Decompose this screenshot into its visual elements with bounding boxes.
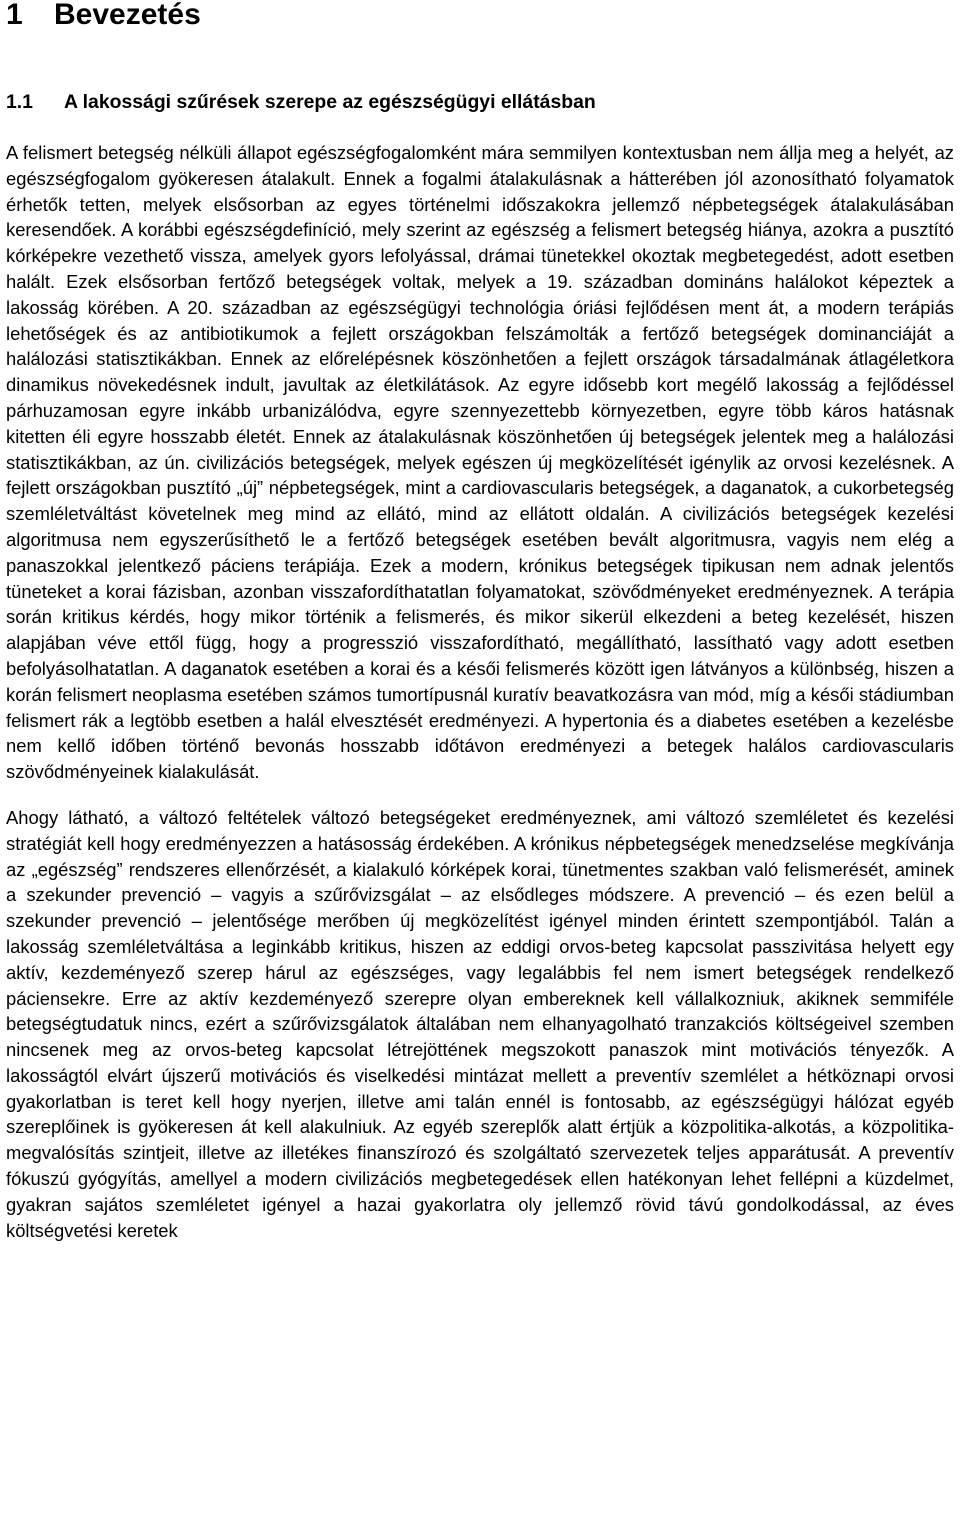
- chapter-heading: [6, 0, 954, 30]
- chapter-number: 1: [6, 0, 23, 31]
- body-paragraph-2: Ahogy látható, a változó feltételek változó betegségeket eredményeznek, ami változó szemléletet és kezelési stratégiát kell hogy eredményezzen a hatásosság érdekében. A krónikus népbetegségek menedzselése megkívánja az „egészség” rendszeres ellenőrzését, a kialakuló kórképek korai, tünetmentes szakban való felismerését, aminek a szekunder prevenció – vagyis a szűrővizsgálat – az elsődleges módszere. A prevenció – és ezen belül a szekunder prevenció – jelentősége merőben új megközelítést igényel minden érintett szempontjából. Talán a lakosság szemléletváltása a leginkább kritikus, hiszen az eddigi orvos-beteg kapcsolat passzivitása helyett egy aktív, kezdeményező szerep hárul az egészséges, vagy legalábbis fel nem ismert betegségek rendelkező páciensekre. Erre az aktív kezdeményező szerepre olyan embereknek kell vállalkozniuk, akiknek semmiféle betegségtudatuk nincs, ezért a szűrővizsgálatok általában nem elhanyagolható tranzakciós költségeivel szemben nincsenek meg az orvos-beteg kapcsolat létrejöttének megszokott panaszok mint motivációs tényezők. A lakosságtól elvárt újszerű motivációs és viselkedési mintázat mellett a preventív szemlélet a hétköznapi orvosi gyakorlatban is teret kell hogy nyerjen, illetve ami talán ennél is fontosabb, az egészségügyi hálózat egyéb szereplőinek is gyökeresen át kell alakulniuk. Az egyéb szereplők alatt értjük a közpolitika-alkotás, a közpolitika-megvalósítás szintjeit, illetve az illetékes finanszírozó és szolgáltató szervezetek teljes apparátusát. A preventív fókuszú gyógyítás, amellyel a modern civilizációs megbetegedések ellen hatékonyan lehet fellépni a küzdelmet, gyakran sajátos szemléletet igényel a hazai gyakorlatra oly jellemző rövid távú gondolkodással, az éves költségvetési keretek: [6, 806, 954, 1241]
- section-heading: [6, 90, 954, 114]
- chapter-title: Bevezetés: [54, 0, 201, 31]
- section-title: A lakossági szűrések szerepe az egészségügyi ellátásban: [64, 91, 596, 113]
- body-paragraph-1: A felismert betegség nélküli állapot egészségfogalomként mára semmilyen kontextusban nem állja meg a helyét, az egészségfogalom gyökeresen átalakult. Ennek a fogalmi átalakulásnak a hátterében jól azonosítható folyamatok érhetők tetten, melyek elsősorban az egyes történelmi időszakokra jellemző népbetegségek átalakulásában keresendőek. A korábbi egészségdefiníció, mely szerint az egészség a felismert betegség hiánya, azokra a pusztító kórképekre vezethető vissza, amelyek gyors lefolyással, drámai tünetekkel okoztak megbetegedést, adott esetben halált. Ezek elsősorban fertőző betegségek voltak, melyek a 19. században domináns halálokot képeztek a lakosság körében. A 20. században az egészségügyi technológia óriási fejlődésen ment át, a modern terápiás lehetőségek és az antibiotikumok a fejlett országokban felszámolták a fertőző betegségek dominanciáját a halálozási statisztikákban. Ennek az előrelépésnek köszönhetően a fejlett országok társadalmának átlagéletkora dinamikus növekedésnek indult, javultak az életkilátások. Az egyre idősebb kort megélő lakosság a fejlődéssel párhuzamosan egyre inkább urbanizálódva, egyre szennyezettebb környezetben, egyre több káros hatásnak kitetten éli egyre hosszabb életét. Ennek az átalakulásnak köszönhetően új betegségek jelentek meg a halálozási statisztikákban, az ún. civilizációs betegségek, melyek egészen új megközelítését igénylik az orvosi kezelésnek. A fejlett országokban pusztító „új” népbetegségek, mint a cardiovascularis betegségek, a daganatok, a cukorbetegség szemléletváltást követelnek meg mind az ellátó, mind az ellátott oldalán. A civilizációs betegségek kezelési algoritmusa nem egyszerűsíthető le a fertőző betegségek esetében bevált algoritmusra, vagyis nem elég a panaszokkal jelentkező páciens terápiája. Ezek a modern, krónikus betegségek tipikusan nem adnak jelentős tüneteket a korai fázisban, azonban visszafordíthatatlan folyamatokat, szövődményeket eredményeznek. A terápia során kritikus kérdés, hogy mikor történik a felismerés, és mikor sikerül elkezdeni a beteg kezelését, hiszen alapjában véve ettől függ, hogy a progresszió visszafordítható, megállítható, lassítható vagy adott esetben befolyásolhatatlan. A daganatok esetében a korai és a késői felismerés között igen látványos a különbség, hiszen a korán felismert neoplasma esetében számos tumortípusnál kuratív beavatkozásra van mód, míg a késői stádiumban felismert rák a legtöbb esetben a halál elvesztését eredményezi. A hypertonia és a diabetes esetében a kezelésbe nem kellő időben történő bevonás hosszabb időtávon eredményezi a betegek halálos cardiovascularis szövődményeinek kialakulását.: [6, 142, 954, 783]
- section-number: 1.1: [6, 91, 33, 113]
